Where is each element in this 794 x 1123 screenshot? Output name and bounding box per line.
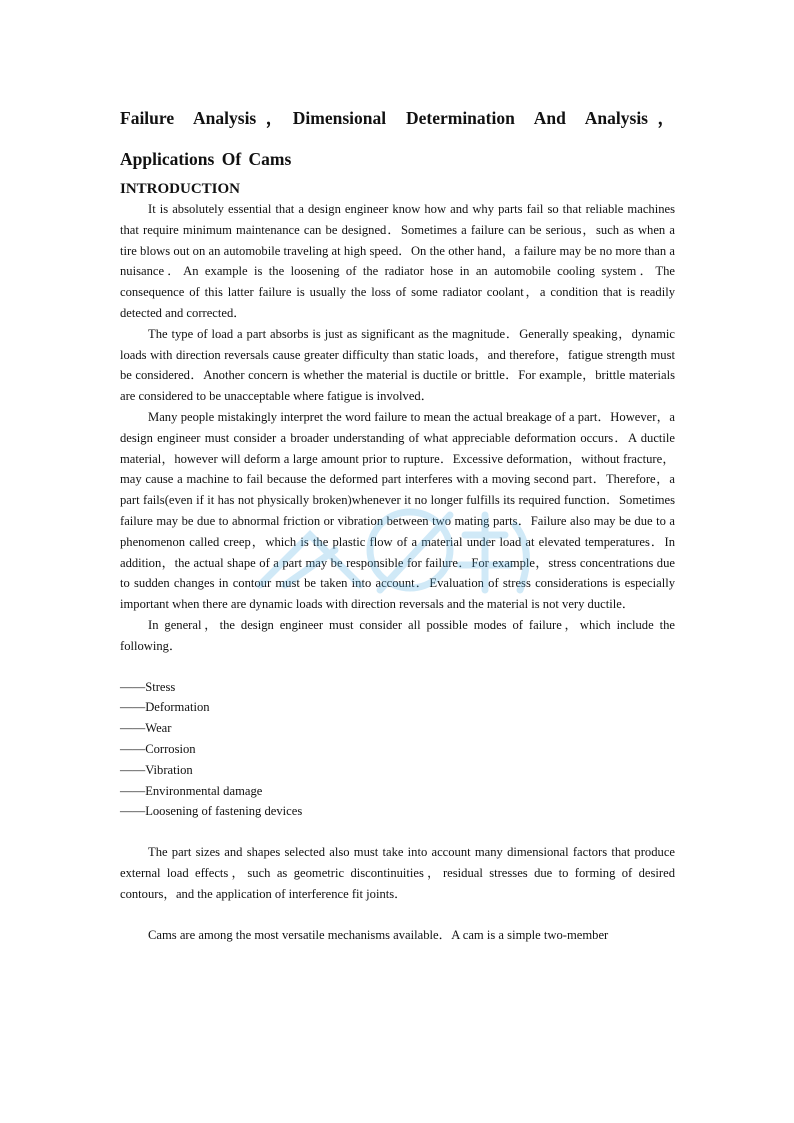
list-item: ——Loosening of fastening devices — [120, 804, 303, 819]
document-title-line-1: Failure Analysis，Dimensional Determination And Analysis， — [120, 108, 675, 128]
paragraph-dimensional-factors: The part sizes and shapes selected also must take into account many dimensional factors that produce external load effects，such as geometric discontinuities，residual stresses due to forming of desired contours，and the application of interference fit joints． — [120, 845, 675, 901]
failure-modes-list — [120, 677, 675, 823]
paragraph-load-type: The type of load a part absorbs is just as significant as the magnitude．Generally speaking，dynamic loads with direction reversals cause greater difficulty than static loads，and therefore，fatigue strength must be considered．Another concern is whether the material is ductile or brittle．For example，brittle materials are considered to be unacceptable where fatigue is involved． — [120, 326, 675, 404]
list-item: ——Corrosion — [120, 741, 196, 756]
paragraph-failure-modes-intro: In general，the design engineer must consider all possible modes of failure，which include the following． — [120, 617, 675, 653]
section-heading-introduction: INTRODUCTION — [120, 181, 241, 197]
paragraph-failure-meaning: Many people mistakingly interpret the word failure to mean the actual breakage of a part．However，a design engineer must consider a broader understanding of what appreciable deformation occurs．A ductile material，however will deform a large amount prior to rupture．Excessive deformation，without fracture，may cause a machine to fail because the deformed part interferes with a moving second part．Therefore，a part fails(even if it has not physically broken)whenever it no longer fulfills its required function．Sometimes failure may be due to abnormal friction or vibration between two mating parts．Failure also may be due to a phenomenon called creep，which is the plastic flow of a material under load at elevated temperatures．In addition，the actual shape of a part may be responsible for failure．For example，stress concentrations due to sudden changes in contour must be taken into account．Evaluation of stress considerations is especially important when there are dynamic loads with direction reversals and the material is not very ductile． — [120, 409, 675, 612]
paragraph-failure-importance: It is absolutely essential that a design engineer know how and why parts fail so that reliable machines that require minimum maintenance can be designed．Sometimes a failure can be serious，such as when a tire blows out on an automobile traveling at high speed．On the other hand，a failure may be no more than a nuisance．An example is the loosening of the radiator hose in an automobile cooling system．The consequence of this latter failure is usually the loss of some radiator coolant，a condition that is readily detected and corrected． — [120, 202, 675, 320]
list-item: ——Wear — [120, 721, 172, 736]
paragraph-cams: Cams are among the most versatile mechanisms available．A cam is a simple two-member — [148, 927, 609, 942]
document-title-line-2: Applications Of Cams — [120, 149, 292, 169]
document-body — [120, 104, 675, 945]
list-item: ——Stress — [120, 679, 176, 694]
list-item: ——Vibration — [120, 762, 193, 777]
list-item: ——Environmental damage — [120, 783, 263, 798]
list-item: ——Deformation — [120, 700, 210, 715]
